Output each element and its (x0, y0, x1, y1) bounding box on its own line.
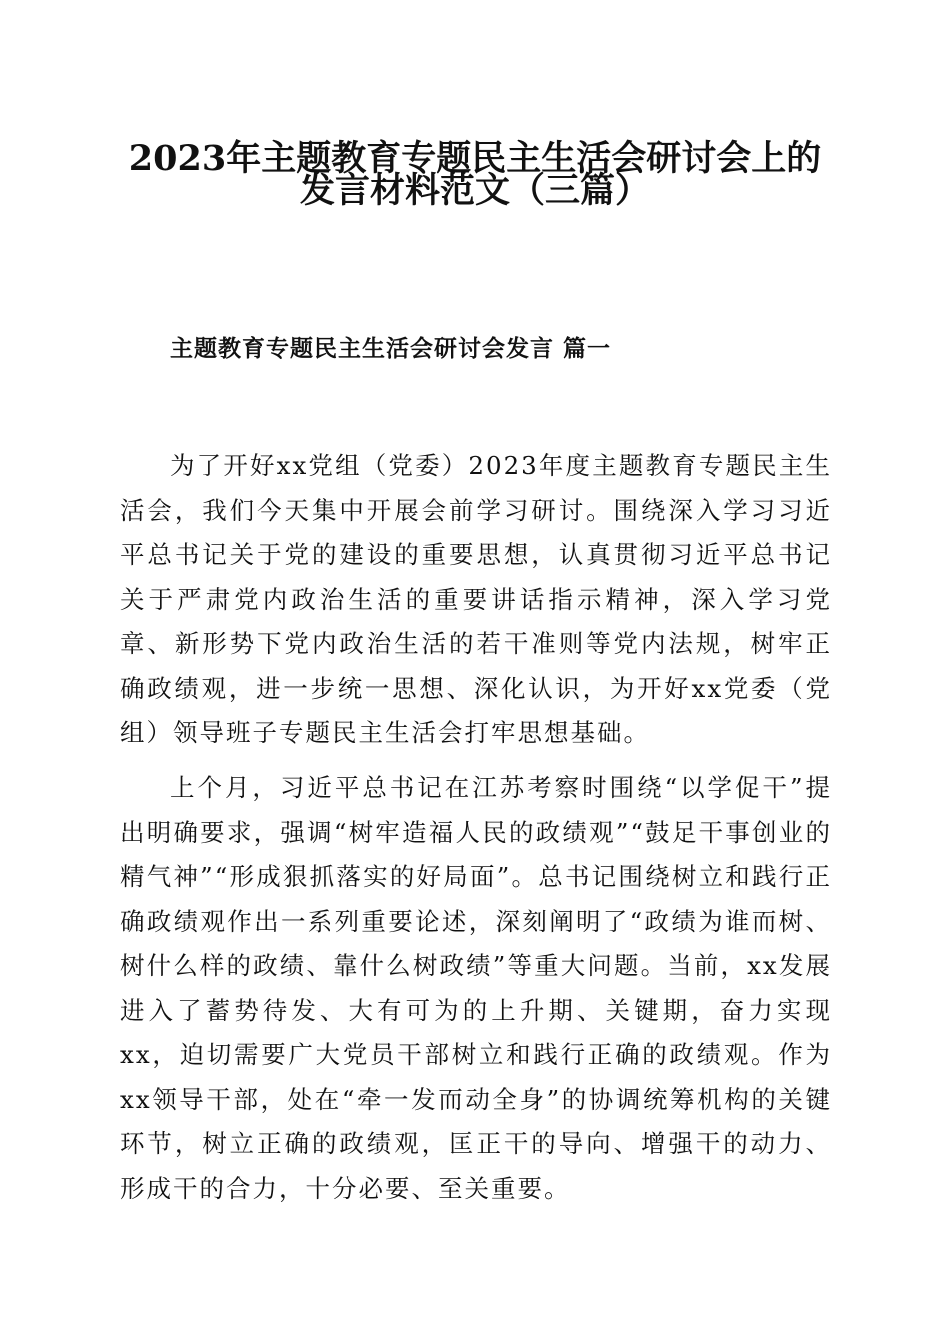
section-heading: 主题教育专题民主生活会研讨会发言 篇一 (170, 335, 612, 362)
document-title-line-2: 发言材料范文（三篇） (299, 170, 650, 211)
body-paragraph-1: 为了开好xx党组（党委）2023年度主题教育专题民主生活会，我们今天集中开展会前学习研讨。围绕深入学习习近平总书记关于党的建设的重要思想，认真贯彻习近平总书记关于严肃党内政治生活的重要讲话指示精神，深入学习党章、新形势下党内政治生活的若干准则等党内法规，树牢正确政绩观，进一步统一思想、深化认识，为开好xx党委（党组）领导班子专题民主生活会打牢思想基础。 (120, 451, 832, 747)
body-paragraph-2: 上个月，习近平总书记在江苏考察时围绕“以学促干”提出明确要求，强调“树牢造福人民的政绩观”“鼓足干事创业的精气神”“形成狠抓落实的好局面”。总书记围绕树立和践行正确政绩观作出一系列重要论述，深刻阐明了“政绩为谁而树、树什么样的政绩、靠什么树政绩”等重大问题。当前，xx发展进入了蓄势待发、大有可为的上升期、关键期，奋力实现xx，迫切需要广大党员干部树立和践行正确的政绩观。作为xx领导干部，处在“牵一发而动全身”的协调统筹机构的关键环节，树立正确的政绩观，匡正干的导向、增强干的动力、形成干的合力，十分必要、至关重要。 (120, 773, 832, 1203)
document-title-line-1: 2023年主题教育专题民主生活会研讨会上的 (128, 138, 822, 179)
